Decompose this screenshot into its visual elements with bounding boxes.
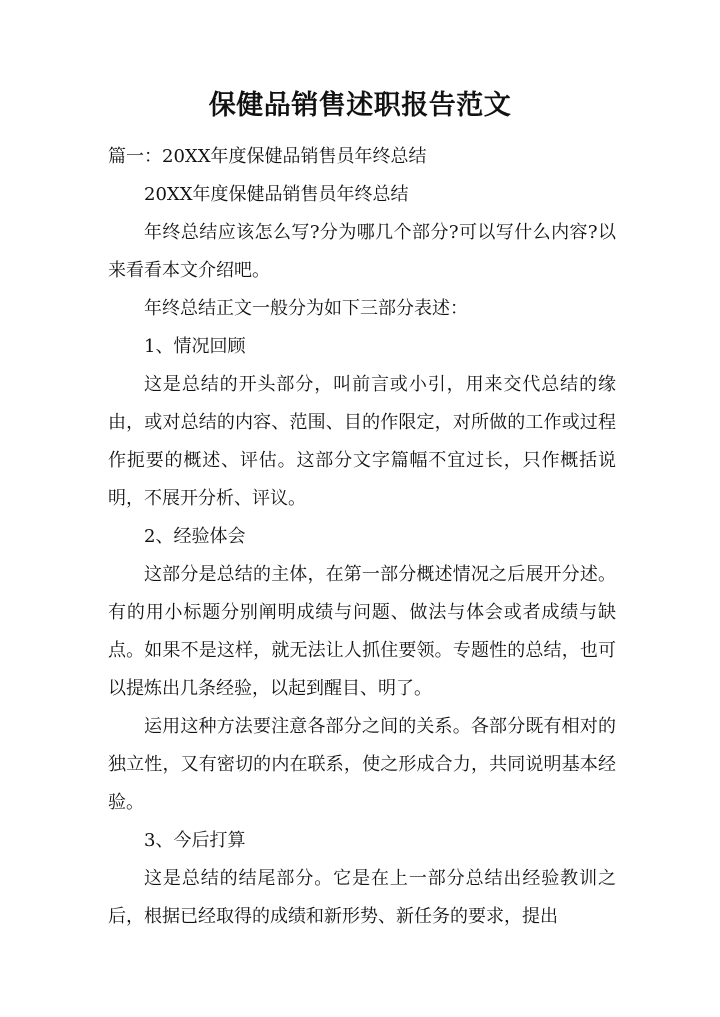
- list-heading: 1、情况回顾: [144, 336, 246, 357]
- body-paragraph: 这是总结的开头部分，叫前言或小引，用来交代总结的缘由，或对总结的内容、范围、目的作限定，对所做的工作或过程作扼要的概述、评估。这部分文字篇幅不宜过长，只作概括说明，不展开分析、评议。: [108, 374, 616, 509]
- list-heading: 2、经验体会: [144, 526, 246, 547]
- body-paragraph: 这部分是总结的主体，在第一部分概述情况之后展开分述。有的用小标题分别阐明成绩与问题、做法与体会或者成绩与缺点。如果不是这样，就无法让人抓住要领。专题性的总结，也可以提炼出几条经验，以起到醒目、明了。: [108, 564, 616, 699]
- document-body: [108, 138, 616, 936]
- section-heading: 篇一：20XX年度保健品销售员年终总结: [108, 146, 427, 167]
- subtitle: 20XX年度保健品销售员年终总结: [144, 184, 409, 205]
- body-paragraph: 这是总结的结尾部分。它是在上一部分总结出经验教训之后，根据已经取得的成绩和新形势、新任务的要求，提出: [108, 868, 616, 927]
- list-heading: 3、今后打算: [144, 830, 246, 851]
- document-title: 保健品销售述职报告范文: [208, 90, 512, 121]
- body-paragraph: 年终总结应该怎么写?分为哪几个部分?可以写什么内容?以来看看本文介绍吧。: [108, 222, 616, 281]
- body-paragraph: 运用这种方法要注意各部分之间的关系。各部分既有相对的独立性，又有密切的内在联系，使之形成合力，共同说明基本经验。: [108, 716, 616, 813]
- body-paragraph: 年终总结正文一般分为如下三部分表述：: [144, 298, 468, 319]
